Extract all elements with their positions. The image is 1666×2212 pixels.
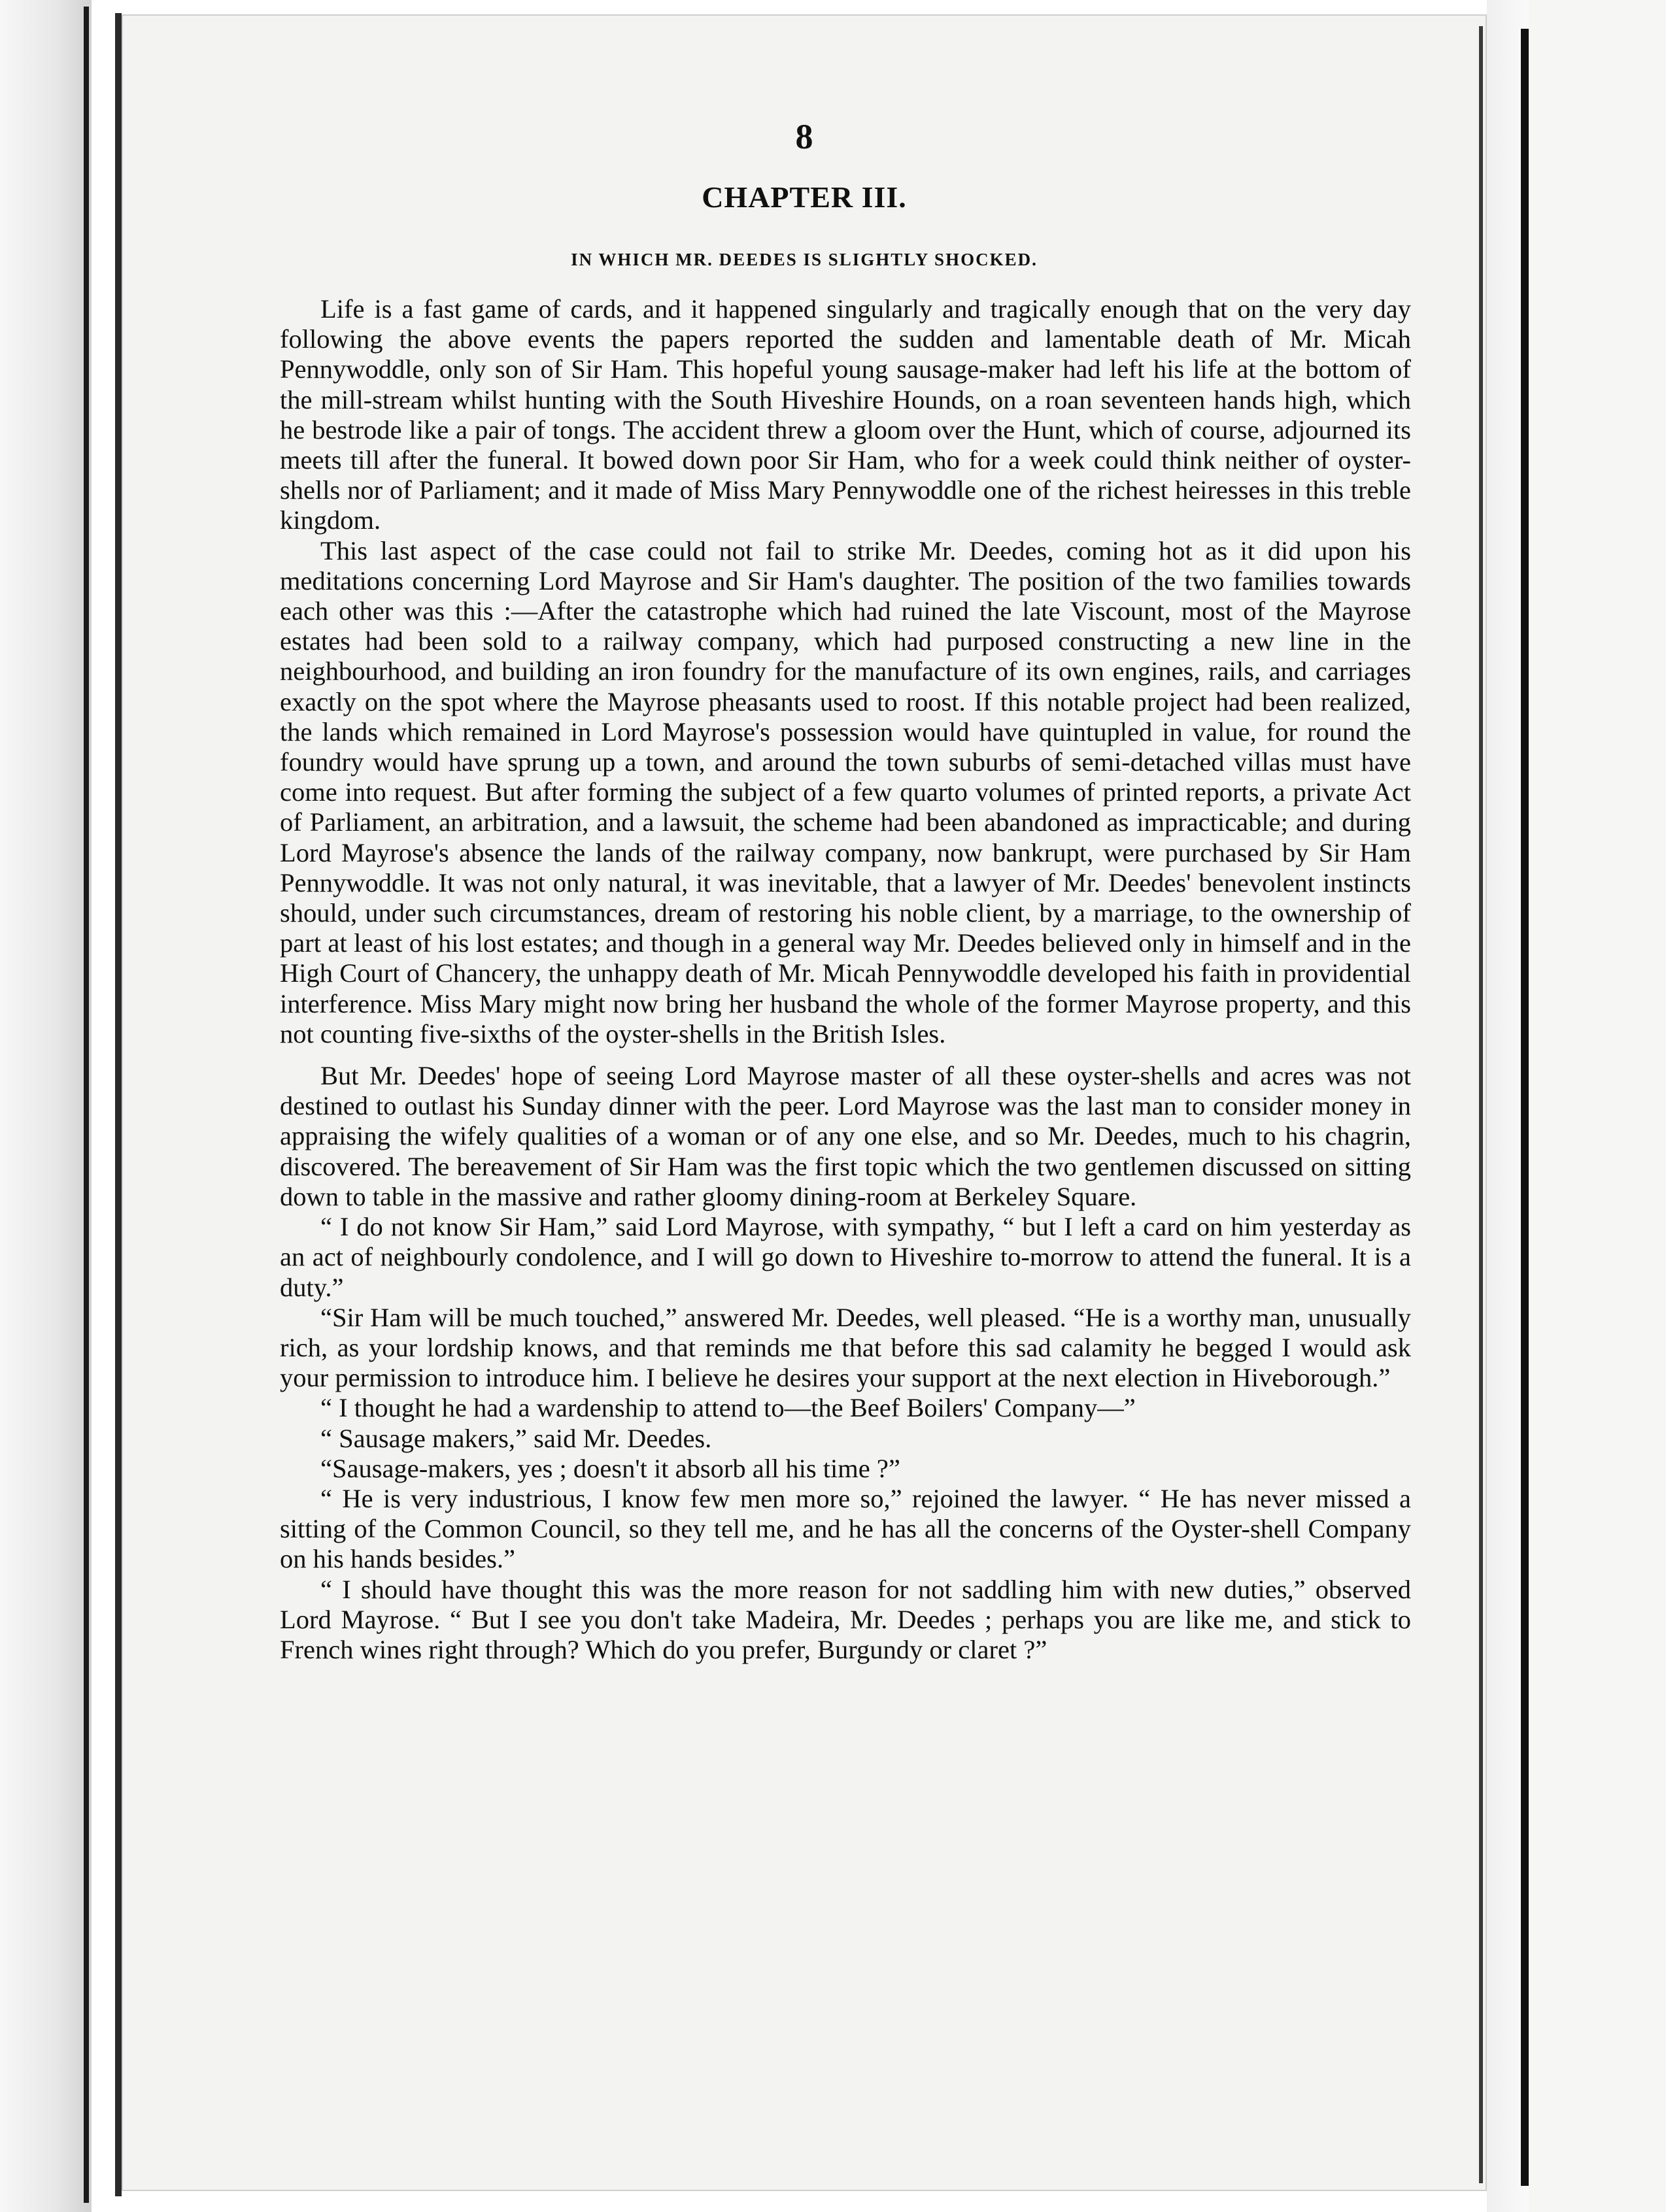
paragraph: “Sir Ham will be much touched,” answered Mr. Deedes, well pleased. “He is a worthy man, unusually rich, as your lordship knows, and that reminds me that before this sad calamity he begged I would ask your permission to introduce him. I believe he desires your support at the next election in Hiveborough.” <box>280 1302 1411 1393</box>
paragraph: But Mr. Deedes' hope of seeing Lord Mayrose master of all these oyster-shells and acres was not destined to outlast his Sunday dinner with the peer. Lord Mayrose was the last man to consider money in appraising the wifely qualities of a woman or of any one else, and so Mr. Deedes, much to his chagrin, discovered. The bereavement of Sir Ham was the first topic which the two gentlemen discussed on sitting down to table in the massive and rather gloomy dining-room at Berkeley Square. <box>280 1061 1411 1211</box>
paragraph: “ I do not know Sir Ham,” said Lord Mayrose, with sympathy, “ but I left a card on him yesterday as an act of neighbourly condolence, and I will go down to Hiveshire to-morrow to attend the funeral. It is a duty.” <box>280 1212 1411 1302</box>
paragraph: “Sausage-makers, yes ; doesn't it absorb all his time ?” <box>320 1453 900 1483</box>
gutter-line <box>1479 26 1483 2183</box>
left-page-edge <box>115 13 122 2196</box>
paragraph: “ Sausage makers,” said Mr. Deedes. <box>320 1423 712 1453</box>
paragraph: This last aspect of the case could not fail to strike Mr. Deedes, coming hot as it did upon his meditations concerning Lord Mayrose and Sir Ham's daughter. The position of the two families towards each other was this :—After the catastrophe which had ruined the late Viscount, most of the Mayrose estates had been sold to a railway company, which had purposed constructing a new line in the neighbourhood, and building an iron foundry for the manufacture of its own engines, rails, and carriages exactly on the spot where the Mayrose pheasants used to roost. If this notable project had been realized, the lands which remained in Lord Mayrose's possession would have quintupled in value, for round the foundry would have sprung up a town, and around the town suburbs of semi-detached villas must have come into request. But after forming the subject of a few quarto volumes of printed reports, a private Act of Parliament, an arbitration, and a lawsuit, the scheme had been abandoned as impracticable; and during Lord Mayrose's absence the lands of the railway company, now bankrupt, were purchased by Sir Ham Pennywoddle. It was not only natural, it was inevitable, that a lawyer of Mr. Deedes' benevolent instincts should, under such circumstances, dream of restoring his noble client, by a marriage, to the ownership of part at least of his lost estates; and though in a general way Mr. Deedes believed only in himself and in the High Court of Chancery, the unhappy death of Mr. Micah Pennywoddle developed his faith in providential interference. Miss Mary might now bring her husband the whole of the former Mayrose property, and this not counting five-sixths of the oyster-shells in the British Isles. <box>280 535 1411 1048</box>
chapter-title: CHAPTER III. <box>702 180 907 214</box>
facing-page-edge <box>1521 29 1529 2186</box>
paragraph: “ I should have thought this was the more reason for not saddling him with new duties,” observed Lord Mayrose. “ But I see you don't take Madeira, Mr. Deedes ; perhaps you are like me, and stick to French wines right through? Which do you prefer, Burgundy or claret ?” <box>280 1574 1411 1664</box>
left-binding-line <box>84 7 89 2203</box>
paragraph: “ He is very industrious, I know few men more so,” rejoined the lawyer. “ He has never missed a sitting of the Common Council, so they tell me, and he has all the concerns of the Oyster-shell Company on his hands besides.” <box>280 1483 1411 1574</box>
page-number: 8 <box>795 117 813 156</box>
facing-page <box>1529 0 1666 2212</box>
left-margin <box>0 0 92 2212</box>
chapter-body <box>280 294 1411 1665</box>
chapter-subtitle: IN WHICH MR. DEEDES IS SLIGHTLY SHOCKED. <box>571 250 1038 269</box>
paragraph: “ I thought he had a wardenship to attend to—the Beef Boilers' Company—” <box>320 1393 1136 1423</box>
paragraph: Life is a fast game of cards, and it happened singularly and tragically enough that on the very day following the above events the papers reported the sudden and lamentable death of Mr. Micah Pennywoddle, only son of Sir Ham. This hopeful young sausage-maker had left his life at the bottom of the mill-stream whilst hunting with the South Hiveshire Hounds, on a roan seventeen hands high, which he bestrode like a pair of tongs. The accident threw a gloom over the Hunt, which of course, adjourned its meets till after the funeral. It bowed down poor Sir Ham, who for a week could think neither of oyster-shells nor of Parliament; and it made of Miss Mary Pennywoddle one of the richest heiresses in this treble kingdom. <box>280 294 1411 535</box>
